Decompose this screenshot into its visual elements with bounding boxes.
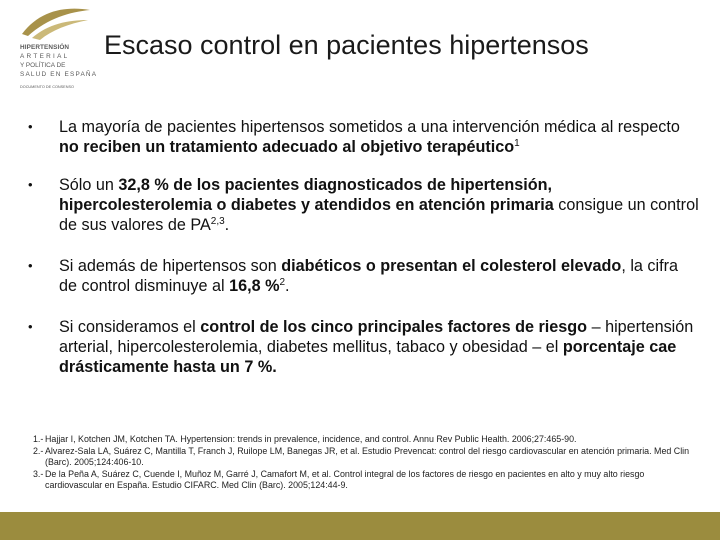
logo-swoosh-icon (18, 4, 92, 44)
bullet-item-1 (28, 117, 700, 157)
bullet-3-text-end: . (285, 277, 290, 295)
bullet-4-bold-2: porcentaje cae drásticamente hasta un 7 %. (59, 338, 677, 376)
bullet-3-bold: diabéticos o presentan el colesterol elevado (281, 257, 622, 275)
bullet-1-bold: no reciben un tratamiento adecuado al objetivo terapéutico (59, 138, 515, 156)
reference-number: 1.- (33, 434, 44, 444)
logo-line-5: DOCUMENTO DE CONSENSO (20, 85, 74, 89)
slide-title: Escaso control en pacientes hipertensos (104, 30, 589, 60)
bullet-dot: • (28, 319, 33, 334)
bullet-2-text-mid: consigue un control de sus valores de PA (59, 196, 699, 234)
bullet-2-text: Sólo un (59, 176, 119, 194)
bullet-2-bold: 32,8 % de los pacientes diagnosticados de hipertensión, hipercolesterolemia o diabetes y atendidos en atención primaria (59, 176, 554, 214)
references (33, 434, 703, 492)
logo-line-1: HIPERTENSIÓN (20, 44, 70, 51)
bullet-item-4 (28, 317, 700, 377)
bullet-item-3 (28, 256, 700, 296)
bullet-dot: • (28, 177, 33, 192)
logo-line-3: Y POLÍTICA DE (20, 62, 66, 69)
reference-text: Alvarez-Sala LA, Suárez C, Mantilla T, Franch J, Ruilope LM, Banegas JR, et al. Estudio Prevencat: control del riesgo cardiovascular en atención primaria. Med Clin (Barc). 2005;124:406-10. (45, 445, 690, 468)
bullet-3-text: Si además de hipertensos son (59, 257, 282, 275)
reference-text: De la Peña A, Suárez C, Cuende I, Muñoz M, Garré J, Camafort M, et al. Control integral de los factores de riesgo en pacientes en alto y muy alto riesgo cardiovascular en España. Estudio CIFARC. Med Clin (Barc). 2005;124:44-9. (45, 468, 645, 491)
footer-bar (0, 512, 720, 540)
bullet-2-text-end: . (224, 216, 230, 234)
bullet-3-ref: 2 (279, 277, 286, 288)
logo (18, 4, 98, 100)
bullet-dot: • (28, 258, 33, 273)
bullet-dot: • (28, 119, 33, 134)
bullet-item-2 (28, 175, 700, 235)
bullet-2-ref: 2,3 (210, 216, 225, 227)
bullet-list (28, 117, 700, 377)
reference-text: Hajjar I, Kotchen JM, Kotchen TA. Hypertension: trends in prevalence, incidence, and control. Annu Rev Public Health. 2006;27:465-90. (45, 434, 577, 444)
reference-item (33, 446, 703, 469)
bullet-3-text-mid: , la cifra de control disminuye al (59, 257, 679, 295)
logo-line-2: ARTERIAL (20, 53, 70, 60)
bullet-1-ref: 1 (514, 138, 520, 149)
logo-line-4: SALUD EN ESPAÑA (20, 71, 98, 78)
bullet-1-text: La mayoría de pacientes hipertensos sometidos a una intervención médica al respecto (59, 118, 680, 136)
bullet-4-text: Si consideramos el (59, 318, 201, 336)
reference-item (33, 434, 703, 446)
reference-number: 2.- (33, 445, 44, 456)
bullet-3-bold-2: 16,8 % (229, 277, 280, 295)
reference-number: 3.- (33, 468, 44, 479)
reference-item (33, 469, 703, 492)
bullet-4-text-mid: – hipertensión arterial, hipercolesterolemia, diabetes mellitus, tabaco y obesidad – el (59, 318, 694, 356)
bullet-4-bold: control de los cinco principales factores de riesgo (200, 318, 588, 336)
